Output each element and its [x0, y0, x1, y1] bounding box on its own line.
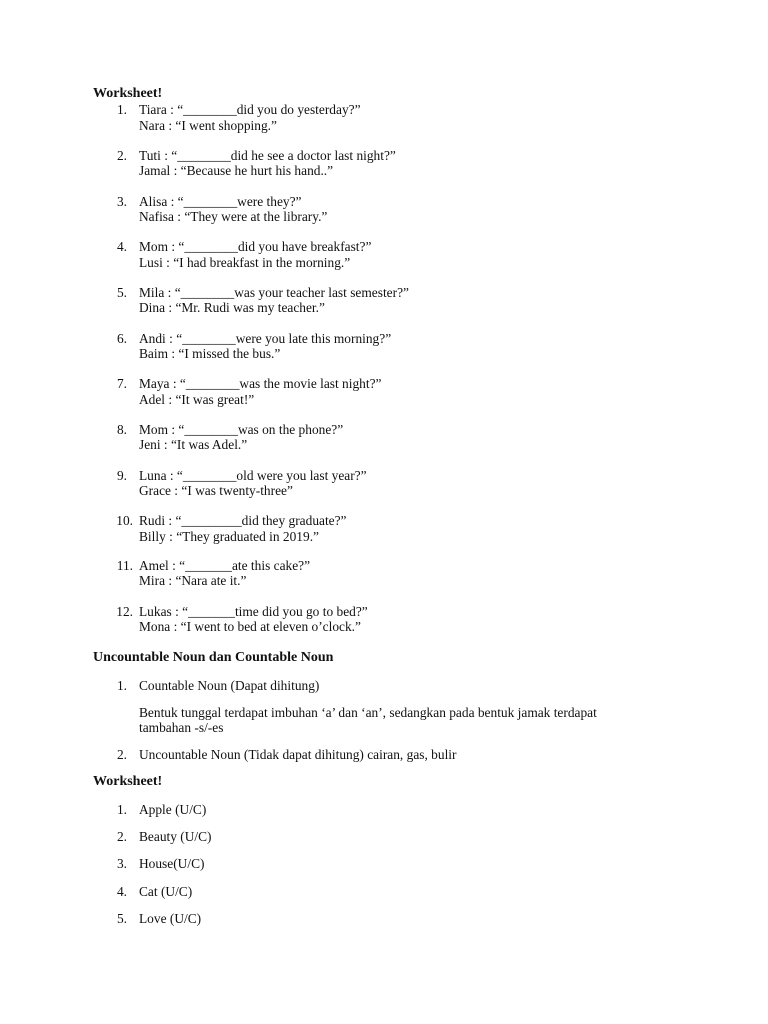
item-number: 7. — [116, 376, 127, 391]
item-number: 4. — [116, 884, 127, 899]
item-number: 2. — [116, 148, 127, 163]
item-number: 4. — [116, 239, 127, 254]
answer-line: Mira : “Nara ate it.” — [139, 573, 247, 588]
item-number: 1. — [116, 102, 127, 117]
answer-line: Nafisa : “They were at the library.” — [139, 209, 328, 224]
noun-exercise-item: Cat (U/C) — [139, 884, 193, 899]
question-line: Mila : “________was your teacher last semester?” — [139, 285, 409, 300]
item-number: 6. — [116, 331, 127, 346]
question-line: Alisa : “________were they?” — [139, 194, 302, 209]
question-line: Amel : “_______ate this cake?” — [139, 558, 311, 573]
item-number: 2. — [116, 829, 127, 844]
item-number: 3. — [116, 856, 127, 871]
item-number: 12. — [116, 604, 133, 619]
question-line: Luna : “________old were you last year?” — [139, 468, 367, 483]
countable-noun-description: Bentuk tunggal terdapat imbuhan ‘a’ dan ‘an’, sedangkan pada bentuk jamak terdapat — [139, 705, 597, 720]
countable-noun-description-cont: tambahan -s/-es — [139, 720, 224, 735]
answer-line: Jamal : “Because he hurt his hand..” — [139, 163, 334, 178]
answer-line: Adel : “It was great!” — [139, 392, 255, 407]
question-line: Lukas : “_______time did you go to bed?” — [139, 604, 368, 619]
question-line: Tiara : “________did you do yesterday?” — [139, 102, 361, 117]
worksheet-1-title: Worksheet! — [93, 86, 163, 101]
item-number: 1. — [116, 802, 127, 817]
answer-line: Baim : “I missed the bus.” — [139, 346, 281, 361]
answer-line: Lusi : “I had breakfast in the morning.” — [139, 255, 351, 270]
answer-line: Nara : “I went shopping.” — [139, 118, 277, 133]
question-line: Andi : “________were you late this morning?” — [139, 331, 392, 346]
answer-line: Dina : “Mr. Rudi was my teacher.” — [139, 300, 325, 315]
answer-line: Billy : “They graduated in 2019.” — [139, 529, 319, 544]
countable-noun-item: Countable Noun (Dapat dihitung) — [139, 678, 320, 693]
item-number: 1. — [116, 678, 127, 693]
nouns-section-title: Uncountable Noun dan Countable Noun — [93, 650, 334, 665]
item-number: 9. — [116, 468, 127, 483]
item-number: 10. — [116, 513, 133, 528]
answer-line: Grace : “I was twenty-three” — [139, 483, 293, 498]
item-number: 5. — [116, 911, 127, 926]
uncountable-noun-item: Uncountable Noun (Tidak dapat dihitung) cairan, gas, bulir — [139, 747, 457, 762]
item-number: 3. — [116, 194, 127, 209]
noun-exercise-item: Love (U/C) — [139, 911, 202, 926]
noun-exercise-item: Beauty (U/C) — [139, 829, 212, 844]
noun-exercise-item: Apple (U/C) — [139, 802, 207, 817]
item-number: 8. — [116, 422, 127, 437]
item-number: 11. — [116, 558, 133, 573]
answer-line: Jeni : “It was Adel.” — [139, 437, 248, 452]
noun-exercise-item: House(U/C) — [139, 856, 205, 871]
question-line: Mom : “________did you have breakfast?” — [139, 239, 372, 254]
question-line: Maya : “________was the movie last night?” — [139, 376, 382, 391]
item-number: 2. — [116, 747, 127, 762]
question-line: Tuti : “________did he see a doctor last night?” — [139, 148, 396, 163]
answer-line: Mona : “I went to bed at eleven o’clock.” — [139, 619, 361, 634]
question-line: Rudi : “_________did they graduate?” — [139, 513, 347, 528]
question-line: Mom : “________was on the phone?” — [139, 422, 344, 437]
item-number: 5. — [116, 285, 127, 300]
worksheet-2-title: Worksheet! — [93, 774, 163, 789]
